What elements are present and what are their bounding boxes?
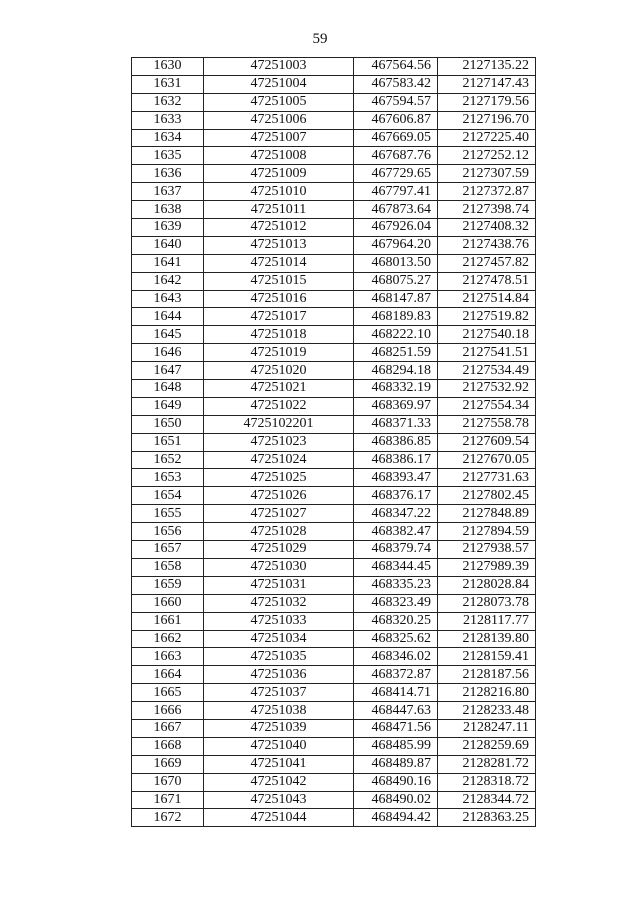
row-index-cell: 1632 bbox=[132, 93, 204, 111]
row-index-cell: 1633 bbox=[132, 111, 204, 129]
table-row bbox=[132, 612, 536, 630]
table-row bbox=[132, 201, 536, 219]
row-index-cell: 1654 bbox=[132, 487, 204, 505]
y-coordinate-cell: 2127147.43 bbox=[438, 75, 536, 93]
point-id-cell: 47251023 bbox=[204, 433, 354, 451]
row-index-cell: 1638 bbox=[132, 201, 204, 219]
point-id-cell: 47251026 bbox=[204, 487, 354, 505]
row-index-cell: 1634 bbox=[132, 129, 204, 147]
table-row bbox=[132, 505, 536, 523]
point-id-cell: 47251031 bbox=[204, 576, 354, 594]
y-coordinate-cell: 2127196.70 bbox=[438, 111, 536, 129]
x-coordinate-cell: 467583.42 bbox=[354, 75, 438, 93]
table-row bbox=[132, 576, 536, 594]
point-id-cell: 47251041 bbox=[204, 755, 354, 773]
x-coordinate-cell: 468075.27 bbox=[354, 272, 438, 290]
x-coordinate-cell: 468379.74 bbox=[354, 541, 438, 559]
table-row bbox=[132, 469, 536, 487]
point-id-cell: 47251029 bbox=[204, 541, 354, 559]
point-id-cell: 47251015 bbox=[204, 272, 354, 290]
x-coordinate-cell: 468393.47 bbox=[354, 469, 438, 487]
table-row bbox=[132, 362, 536, 380]
table-row bbox=[132, 147, 536, 165]
x-coordinate-cell: 468325.62 bbox=[354, 630, 438, 648]
point-id-cell: 47251018 bbox=[204, 326, 354, 344]
y-coordinate-cell: 2128216.80 bbox=[438, 684, 536, 702]
y-coordinate-cell: 2127989.39 bbox=[438, 558, 536, 576]
y-coordinate-cell: 2127532.92 bbox=[438, 380, 536, 398]
point-id-cell: 47251039 bbox=[204, 719, 354, 737]
table-row bbox=[132, 737, 536, 755]
row-index-cell: 1661 bbox=[132, 612, 204, 630]
point-id-cell: 47251040 bbox=[204, 737, 354, 755]
row-index-cell: 1643 bbox=[132, 290, 204, 308]
table-row bbox=[132, 415, 536, 433]
row-index-cell: 1637 bbox=[132, 183, 204, 201]
point-id-cell: 47251042 bbox=[204, 773, 354, 791]
row-index-cell: 1640 bbox=[132, 236, 204, 254]
y-coordinate-cell: 2127938.57 bbox=[438, 541, 536, 559]
x-coordinate-cell: 468386.17 bbox=[354, 451, 438, 469]
table-body bbox=[132, 58, 536, 827]
point-id-cell: 47251021 bbox=[204, 380, 354, 398]
table-row bbox=[132, 755, 536, 773]
table-row bbox=[132, 326, 536, 344]
y-coordinate-cell: 2128159.41 bbox=[438, 648, 536, 666]
table-row bbox=[132, 380, 536, 398]
y-coordinate-cell: 2127554.34 bbox=[438, 397, 536, 415]
y-coordinate-cell: 2128139.80 bbox=[438, 630, 536, 648]
row-index-cell: 1663 bbox=[132, 648, 204, 666]
table-row bbox=[132, 558, 536, 576]
table-row bbox=[132, 344, 536, 362]
page-number: 59 bbox=[312, 31, 328, 47]
x-coordinate-cell: 468347.22 bbox=[354, 505, 438, 523]
table-row bbox=[132, 809, 536, 827]
table-row bbox=[132, 773, 536, 791]
row-index-cell: 1656 bbox=[132, 523, 204, 541]
point-id-cell: 47251033 bbox=[204, 612, 354, 630]
x-coordinate-cell: 467729.65 bbox=[354, 165, 438, 183]
y-coordinate-cell: 2127848.89 bbox=[438, 505, 536, 523]
y-coordinate-cell: 2127478.51 bbox=[438, 272, 536, 290]
point-id-cell: 47251044 bbox=[204, 809, 354, 827]
x-coordinate-cell: 468251.59 bbox=[354, 344, 438, 362]
x-coordinate-cell: 468222.10 bbox=[354, 326, 438, 344]
row-index-cell: 1646 bbox=[132, 344, 204, 362]
point-id-cell: 47251012 bbox=[204, 219, 354, 237]
point-id-cell: 47251016 bbox=[204, 290, 354, 308]
point-id-cell: 47251043 bbox=[204, 791, 354, 809]
y-coordinate-cell: 2127135.22 bbox=[438, 58, 536, 76]
row-index-cell: 1631 bbox=[132, 75, 204, 93]
y-coordinate-cell: 2127558.78 bbox=[438, 415, 536, 433]
row-index-cell: 1648 bbox=[132, 380, 204, 398]
x-coordinate-cell: 468369.97 bbox=[354, 397, 438, 415]
row-index-cell: 1666 bbox=[132, 702, 204, 720]
x-coordinate-cell: 468494.42 bbox=[354, 809, 438, 827]
point-id-cell: 47251024 bbox=[204, 451, 354, 469]
table-row bbox=[132, 129, 536, 147]
point-id-cell: 47251004 bbox=[204, 75, 354, 93]
table-row bbox=[132, 93, 536, 111]
row-index-cell: 1670 bbox=[132, 773, 204, 791]
point-id-cell: 47251019 bbox=[204, 344, 354, 362]
x-coordinate-cell: 468320.25 bbox=[354, 612, 438, 630]
y-coordinate-cell: 2127609.54 bbox=[438, 433, 536, 451]
table-row bbox=[132, 523, 536, 541]
y-coordinate-cell: 2127519.82 bbox=[438, 308, 536, 326]
table-row bbox=[132, 58, 536, 76]
y-coordinate-cell: 2127398.74 bbox=[438, 201, 536, 219]
x-coordinate-cell: 467606.87 bbox=[354, 111, 438, 129]
row-index-cell: 1641 bbox=[132, 254, 204, 272]
row-index-cell: 1645 bbox=[132, 326, 204, 344]
x-coordinate-cell: 467594.57 bbox=[354, 93, 438, 111]
y-coordinate-cell: 2127670.05 bbox=[438, 451, 536, 469]
x-coordinate-cell: 468414.71 bbox=[354, 684, 438, 702]
y-coordinate-cell: 2127541.51 bbox=[438, 344, 536, 362]
table-row bbox=[132, 541, 536, 559]
y-coordinate-cell: 2127252.12 bbox=[438, 147, 536, 165]
table-row bbox=[132, 791, 536, 809]
row-index-cell: 1644 bbox=[132, 308, 204, 326]
x-coordinate-cell: 468323.49 bbox=[354, 594, 438, 612]
x-coordinate-cell: 468490.02 bbox=[354, 791, 438, 809]
row-index-cell: 1672 bbox=[132, 809, 204, 827]
y-coordinate-cell: 2127372.87 bbox=[438, 183, 536, 201]
y-coordinate-cell: 2127225.40 bbox=[438, 129, 536, 147]
y-coordinate-cell: 2127307.59 bbox=[438, 165, 536, 183]
coordinates-table bbox=[131, 57, 536, 827]
y-coordinate-cell: 2127894.59 bbox=[438, 523, 536, 541]
table-row bbox=[132, 594, 536, 612]
point-id-cell: 47251027 bbox=[204, 505, 354, 523]
table-row bbox=[132, 254, 536, 272]
y-coordinate-cell: 2127457.82 bbox=[438, 254, 536, 272]
point-id-cell: 47251037 bbox=[204, 684, 354, 702]
table-row bbox=[132, 75, 536, 93]
x-coordinate-cell: 468332.19 bbox=[354, 380, 438, 398]
x-coordinate-cell: 467926.04 bbox=[354, 219, 438, 237]
x-coordinate-cell: 467797.41 bbox=[354, 183, 438, 201]
point-id-cell: 47251005 bbox=[204, 93, 354, 111]
table-row bbox=[132, 630, 536, 648]
table-row bbox=[132, 666, 536, 684]
x-coordinate-cell: 468382.47 bbox=[354, 523, 438, 541]
row-index-cell: 1650 bbox=[132, 415, 204, 433]
table-row bbox=[132, 702, 536, 720]
table-row bbox=[132, 308, 536, 326]
table-row bbox=[132, 719, 536, 737]
x-coordinate-cell: 468294.18 bbox=[354, 362, 438, 380]
x-coordinate-cell: 468489.87 bbox=[354, 755, 438, 773]
row-index-cell: 1653 bbox=[132, 469, 204, 487]
x-coordinate-cell: 467687.76 bbox=[354, 147, 438, 165]
row-index-cell: 1635 bbox=[132, 147, 204, 165]
x-coordinate-cell: 467564.56 bbox=[354, 58, 438, 76]
table-row bbox=[132, 111, 536, 129]
y-coordinate-cell: 2128363.25 bbox=[438, 809, 536, 827]
x-coordinate-cell: 468485.99 bbox=[354, 737, 438, 755]
y-coordinate-cell: 2127514.84 bbox=[438, 290, 536, 308]
y-coordinate-cell: 2128281.72 bbox=[438, 755, 536, 773]
table-row bbox=[132, 451, 536, 469]
point-id-cell: 47251032 bbox=[204, 594, 354, 612]
row-index-cell: 1642 bbox=[132, 272, 204, 290]
y-coordinate-cell: 2127438.76 bbox=[438, 236, 536, 254]
point-id-cell: 47251034 bbox=[204, 630, 354, 648]
table-row bbox=[132, 236, 536, 254]
row-index-cell: 1660 bbox=[132, 594, 204, 612]
point-id-cell: 47251014 bbox=[204, 254, 354, 272]
y-coordinate-cell: 2128233.48 bbox=[438, 702, 536, 720]
point-id-cell: 47251006 bbox=[204, 111, 354, 129]
x-coordinate-cell: 467964.20 bbox=[354, 236, 438, 254]
y-coordinate-cell: 2128247.11 bbox=[438, 719, 536, 737]
row-index-cell: 1652 bbox=[132, 451, 204, 469]
row-index-cell: 1662 bbox=[132, 630, 204, 648]
y-coordinate-cell: 2127408.32 bbox=[438, 219, 536, 237]
point-id-cell: 47251035 bbox=[204, 648, 354, 666]
x-coordinate-cell: 468447.63 bbox=[354, 702, 438, 720]
table-row bbox=[132, 684, 536, 702]
table-row bbox=[132, 183, 536, 201]
y-coordinate-cell: 2127534.49 bbox=[438, 362, 536, 380]
point-id-cell: 47251013 bbox=[204, 236, 354, 254]
x-coordinate-cell: 468372.87 bbox=[354, 666, 438, 684]
x-coordinate-cell: 468386.85 bbox=[354, 433, 438, 451]
x-coordinate-cell: 468335.23 bbox=[354, 576, 438, 594]
y-coordinate-cell: 2127179.56 bbox=[438, 93, 536, 111]
y-coordinate-cell: 2128073.78 bbox=[438, 594, 536, 612]
y-coordinate-cell: 2128259.69 bbox=[438, 737, 536, 755]
table-row bbox=[132, 165, 536, 183]
x-coordinate-cell: 468013.50 bbox=[354, 254, 438, 272]
y-coordinate-cell: 2128028.84 bbox=[438, 576, 536, 594]
row-index-cell: 1668 bbox=[132, 737, 204, 755]
y-coordinate-cell: 2127540.18 bbox=[438, 326, 536, 344]
x-coordinate-cell: 468371.33 bbox=[354, 415, 438, 433]
x-coordinate-cell: 467873.64 bbox=[354, 201, 438, 219]
point-id-cell: 47251022 bbox=[204, 397, 354, 415]
point-id-cell: 47251008 bbox=[204, 147, 354, 165]
point-id-cell: 47251030 bbox=[204, 558, 354, 576]
point-id-cell: 47251036 bbox=[204, 666, 354, 684]
table-row bbox=[132, 648, 536, 666]
row-index-cell: 1659 bbox=[132, 576, 204, 594]
x-coordinate-cell: 468147.87 bbox=[354, 290, 438, 308]
row-index-cell: 1636 bbox=[132, 165, 204, 183]
x-coordinate-cell: 467669.05 bbox=[354, 129, 438, 147]
y-coordinate-cell: 2127731.63 bbox=[438, 469, 536, 487]
row-index-cell: 1664 bbox=[132, 666, 204, 684]
point-id-cell: 47251020 bbox=[204, 362, 354, 380]
row-index-cell: 1665 bbox=[132, 684, 204, 702]
point-id-cell: 47251017 bbox=[204, 308, 354, 326]
point-id-cell: 47251028 bbox=[204, 523, 354, 541]
point-id-cell: 47251025 bbox=[204, 469, 354, 487]
row-index-cell: 1649 bbox=[132, 397, 204, 415]
row-index-cell: 1657 bbox=[132, 541, 204, 559]
row-index-cell: 1639 bbox=[132, 219, 204, 237]
x-coordinate-cell: 468376.17 bbox=[354, 487, 438, 505]
y-coordinate-cell: 2127802.45 bbox=[438, 487, 536, 505]
row-index-cell: 1671 bbox=[132, 791, 204, 809]
point-id-cell: 4725102201 bbox=[204, 415, 354, 433]
row-index-cell: 1669 bbox=[132, 755, 204, 773]
row-index-cell: 1630 bbox=[132, 58, 204, 76]
point-id-cell: 47251003 bbox=[204, 58, 354, 76]
x-coordinate-cell: 468189.83 bbox=[354, 308, 438, 326]
y-coordinate-cell: 2128318.72 bbox=[438, 773, 536, 791]
x-coordinate-cell: 468346.02 bbox=[354, 648, 438, 666]
point-id-cell: 47251011 bbox=[204, 201, 354, 219]
y-coordinate-cell: 2128344.72 bbox=[438, 791, 536, 809]
point-id-cell: 47251010 bbox=[204, 183, 354, 201]
row-index-cell: 1667 bbox=[132, 719, 204, 737]
table-row bbox=[132, 433, 536, 451]
table-row bbox=[132, 290, 536, 308]
y-coordinate-cell: 2128117.77 bbox=[438, 612, 536, 630]
table-row bbox=[132, 219, 536, 237]
x-coordinate-cell: 468344.45 bbox=[354, 558, 438, 576]
row-index-cell: 1658 bbox=[132, 558, 204, 576]
table-row bbox=[132, 272, 536, 290]
x-coordinate-cell: 468490.16 bbox=[354, 773, 438, 791]
point-id-cell: 47251038 bbox=[204, 702, 354, 720]
point-id-cell: 47251009 bbox=[204, 165, 354, 183]
y-coordinate-cell: 2128187.56 bbox=[438, 666, 536, 684]
row-index-cell: 1655 bbox=[132, 505, 204, 523]
point-id-cell: 47251007 bbox=[204, 129, 354, 147]
table-row bbox=[132, 487, 536, 505]
x-coordinate-cell: 468471.56 bbox=[354, 719, 438, 737]
table-row bbox=[132, 397, 536, 415]
row-index-cell: 1651 bbox=[132, 433, 204, 451]
row-index-cell: 1647 bbox=[132, 362, 204, 380]
